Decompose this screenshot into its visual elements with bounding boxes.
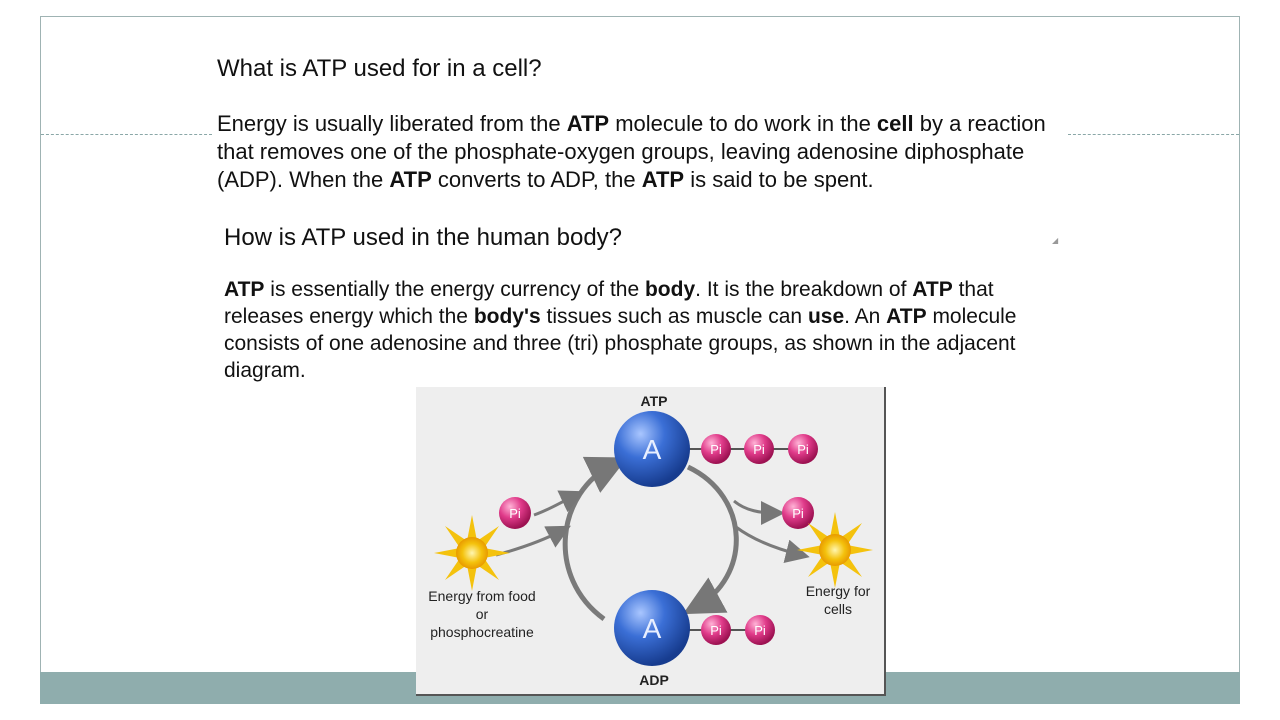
text-run: by a reaction that removes one of the phosphate-oxygen groups, leaving adenosine diphosphate (ADP). When the [217, 111, 1046, 192]
diagram-canvas [416, 387, 886, 696]
atp-adp-cycle-diagram [416, 387, 886, 696]
energy-out-arrow [736, 527, 801, 555]
energy-in-label-line3: phosphocreatine [430, 624, 534, 640]
question-heading-1: What is ATP used for in a cell? [217, 55, 542, 82]
adp-phosphate-2-label: Pi [754, 623, 766, 638]
free-phosphate-in-label: Pi [509, 506, 521, 521]
text-run: is essentially the energy currency of the [264, 278, 645, 301]
energy-in-sun-icon [434, 515, 510, 591]
phosphate-out-arrow [734, 501, 776, 513]
energy-out-label-line2: cells [823, 601, 853, 617]
atp-adenosine-letter: A [642, 434, 662, 465]
adp-label: ADP [639, 672, 669, 688]
resize-handle-icon: ◢ [1052, 236, 1059, 245]
energy-out-sun-icon [797, 512, 873, 588]
text-run: molecule to do work in the [609, 111, 877, 136]
bold-keyword: ATP [566, 111, 610, 136]
text-run: molecule consists of one adenosine and three (tri) phosphate groups, as shown in the adjacent diagram. [224, 305, 1017, 382]
bold-keyword: cell [876, 111, 914, 136]
text-run: . An [844, 305, 887, 328]
text-run: converts to ADP, the [431, 167, 642, 192]
atp-phosphate-2-label: Pi [753, 442, 765, 457]
answer-paragraph-1 [217, 110, 1077, 194]
energy-in-label-line2: or [475, 606, 489, 622]
divider-right [1068, 134, 1239, 135]
bold-keyword: ATP [389, 167, 432, 192]
bold-keyword: body [644, 278, 696, 301]
cycle-arrow-up [565, 464, 614, 619]
bold-keyword: ATP [912, 278, 953, 301]
bold-keyword: ATP [886, 305, 927, 328]
bold-keyword: body's [473, 305, 541, 328]
cycle-arrow-down [688, 467, 736, 607]
divider-left [41, 134, 212, 135]
bold-keyword: ATP [224, 278, 265, 301]
text-run: Energy is usually liberated from the [217, 111, 567, 136]
atp-label: ATP [640, 393, 668, 409]
question-heading-2: How is ATP used in the human body? [224, 224, 623, 251]
text-run: . It is the breakdown of [695, 278, 913, 301]
energy-in-label-line1: Energy from food [428, 588, 536, 604]
adp-phosphate-1-label: Pi [710, 623, 722, 638]
text-run: tissues such as muscle can [540, 305, 808, 328]
atp-phosphate-1-label: Pi [710, 442, 722, 457]
bold-keyword: use [807, 305, 845, 328]
free-phosphate-out-label: Pi [792, 506, 804, 521]
energy-out-label-line1: Energy for [805, 583, 871, 599]
atp-phosphate-3-label: Pi [797, 442, 809, 457]
bold-keyword: ATP [641, 167, 685, 192]
energy-in-arrow [496, 530, 563, 555]
text-run: that releases energy which the [224, 278, 994, 328]
adp-adenosine-letter: A [642, 613, 662, 644]
answer-paragraph-2 [224, 276, 1074, 384]
text-run: is said to be spent. [684, 167, 874, 192]
